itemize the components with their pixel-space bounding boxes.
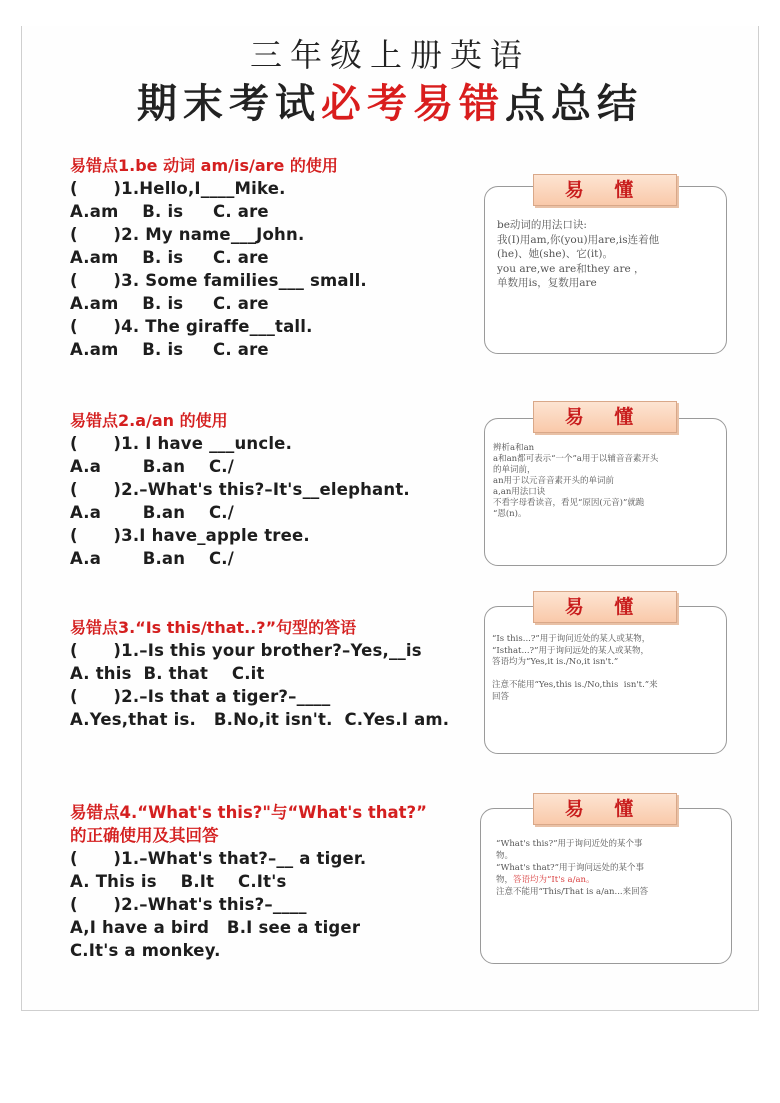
question-line: ( )1.–Is this your brother?–Yes,__is <box>70 641 422 660</box>
section-heading: 易错点3.“Is this/that..?”句型的答语 <box>70 618 357 637</box>
tip-text-3: “Is this...?”用于询问近处的某人或某物， “Isthat...?”用于询问远处的某人或某物， 答语均为“Yes,it is./No,it isn't.” 注意不能用“Yes,this is./No,this isn't.”来 回答 <box>492 634 658 702</box>
tip-text-4: “What's this?”用于询问近处的某个事 物。 “What's that?”用于询问远处的某个事 物，答语均为“It's a/an。 注意不能用“This/That is a/an...来回答 <box>496 839 649 897</box>
title-highlight: 必考易错 <box>321 80 505 127</box>
options-line: A.am B. is C. are <box>70 294 269 313</box>
title-prefix: 期末考试 <box>137 80 321 127</box>
section-heading: 易错点1.be 动词 am/is/are 的使用 <box>70 156 338 175</box>
section-heading: 易错点2.a/an 的使用 <box>70 411 228 430</box>
tip-text-1: be动词的用法口诀: 我(I)用am,你(you)用are,is连着他 (he)、她(she)、它(it)。 you are,we are和they are ， 单数用is，复数用are <box>497 219 660 289</box>
section-2 <box>70 409 480 570</box>
options-line: C.It's a monkey. <box>70 941 221 960</box>
options-line: A.a B.an C./ <box>70 503 234 522</box>
options-line: A,I have a bird B.I see a tiger <box>70 918 361 937</box>
page-title-line2 <box>0 72 780 129</box>
options-line: A. this B. that C.it <box>70 664 265 683</box>
options-line: A. This is B.It C.It's <box>70 872 287 891</box>
tip-badge-3: 易 懂 <box>533 591 677 623</box>
options-line: A.a B.an C./ <box>70 549 234 568</box>
question-line: ( )1.–What's that?–__ a tiger. <box>70 849 367 868</box>
section-heading: 易错点4.“What's this?"与“What's that?” <box>70 803 427 822</box>
question-line: ( )3. Some families___ small. <box>70 271 367 290</box>
question-line: ( )2.–What's this?–It's__elephant. <box>70 480 410 499</box>
section-1 <box>70 154 480 361</box>
question-line: ( )4. The giraffe___tall. <box>70 317 313 336</box>
question-line: ( )2. My name___John. <box>70 225 305 244</box>
section-4 <box>70 801 490 962</box>
question-line: ( )1.Hello,I____Mike. <box>70 179 286 198</box>
question-line: ( )1. I have ___uncle. <box>70 434 293 453</box>
page-title-line1: 三年级上册英语 <box>249 36 530 74</box>
options-line: A.am B. is C. are <box>70 248 269 267</box>
title-suffix: 点总结 <box>505 80 643 127</box>
tip-badge-2: 易 懂 <box>533 401 677 433</box>
question-line: ( )2.–What's this?–____ <box>70 895 307 914</box>
question-line: ( )2.–Is that a tiger?–____ <box>70 687 331 706</box>
section-3 <box>70 616 490 731</box>
tip-badge-4: 易 懂 <box>533 793 677 825</box>
options-line: A.a B.an C./ <box>70 457 234 476</box>
tip-text-2: 辨析a和an a和an都可表示“一个”a用于以辅音音素开头 的单词前， an用于以元音音素开头的单词前 a,an用法口诀 不看字母看读音，看见“原因(元音)”就跪 “恩(n)。 <box>493 443 659 519</box>
question-line: ( )3.I have_apple tree. <box>70 526 310 545</box>
options-line: A.am B. is C. are <box>70 340 269 359</box>
section-heading-cont: 的正确使用及其回答 <box>70 826 219 845</box>
options-line: A.Yes,that is. B.No,it isn't. C.Yes.I am. <box>70 710 450 729</box>
tip-badge-1: 易 懂 <box>533 174 677 206</box>
options-line: A.am B. is C. are <box>70 202 269 221</box>
